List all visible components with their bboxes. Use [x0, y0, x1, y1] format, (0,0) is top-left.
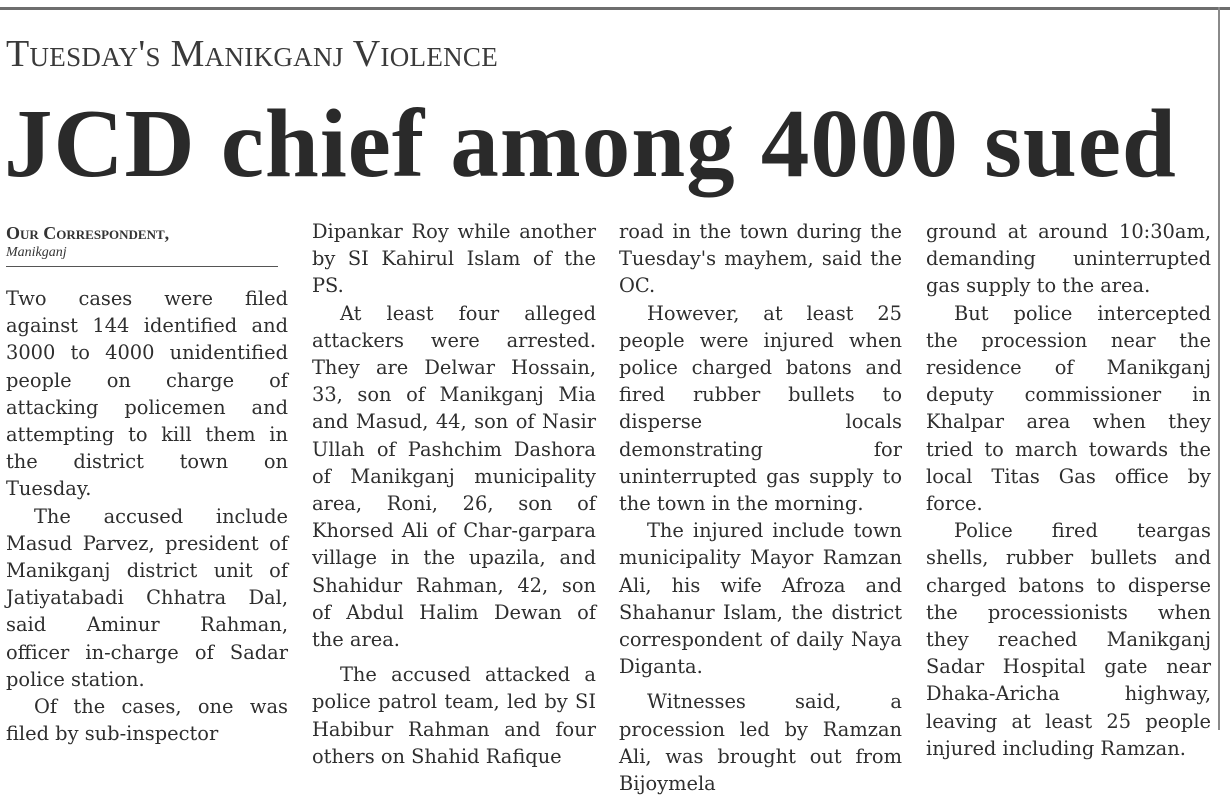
byline-name: Our Correspondent, [6, 223, 170, 243]
paragraph-8-start: Witnesses said, a procession led by Ramzan Ali, was brought out from Bijoymela [619, 690, 902, 796]
byline-place: Manikganj [6, 245, 67, 260]
column-2 [312, 218, 596, 768]
headline: JCD chief among 4000 sued [4, 90, 1177, 197]
column-4 [926, 218, 1211, 760]
paragraph-1: Two cases were filed against 144 identified and 3000 to 4000 unidentified people on charge of attacking policemen and attempting to kill them in the district town on Tuesday. [6, 287, 288, 501]
byline-rule [6, 266, 278, 267]
paragraph-3-end: Dipankar Roy while another by SI Kahirul Islam of the PS. [312, 220, 596, 298]
paragraph-7: The injured include town municipality Mayor Ramzan Ali, his wife Afroza and Shahanur Islam, the district correspondent of daily Naya Diganta. [619, 519, 902, 679]
paragraph-10: Police fired teargas shells, rubber bullets and charged batons to disperse the processionists when they reached Manikganj Sadar Hospital gate near Dhaka-Aricha highway, leaving at least 25 people injured including Ramzan. [926, 519, 1211, 760]
paragraph-9: But police intercepted the procession near the residence of Manikganj deputy commissioner in Khalpar area when they tried to march towards the local Titas Gas office by force. [926, 301, 1211, 516]
paragraph-3-start: Of the cases, one was filed by sub-inspector [6, 695, 288, 746]
paragraph-5-start: The accused attacked a police patrol team, led by SI Habibur Rahman and four others on Shahid Rafique [312, 663, 596, 768]
paragraph-4: At least four alleged attackers were arrested. They are Delwar Hossain, 33, son of Manikganj Mia and Masud, 44, son of Nasir Ullah of Pashchim Dashora of Manikganj municipality area, Roni, 26, son of Khorsed Ali of Char-garpara village in the upazila, and Shahidur Rahman, 42, son of Abdul Halim Dewan of the area. [312, 301, 596, 652]
paragraph-2: The accused include Masud Parvez, president of Manikganj district unit of Jatiyatabadi Chhatra Dal, said Aminur Rahman, officer in-charge of Sadar police station. [6, 504, 288, 691]
column-3 [619, 218, 902, 796]
right-column-rule [1218, 7, 1220, 730]
paragraph-5-end: road in the town during the Tuesday's mayhem, said the OC. [619, 220, 902, 298]
paragraph-8-end: ground at around 10:30am, demanding uninterrupted gas supply to the area. [926, 220, 1211, 298]
kicker: Tuesday's Manikganj Violence [6, 33, 499, 75]
column-1 [6, 218, 288, 746]
paragraph-6: However, at least 25 people were injured when police charged batons and fired rubber bullets to disperse locals demonstrating for uninterrupted gas supply to the town in the morning. [619, 301, 902, 516]
top-rule [0, 7, 1230, 10]
